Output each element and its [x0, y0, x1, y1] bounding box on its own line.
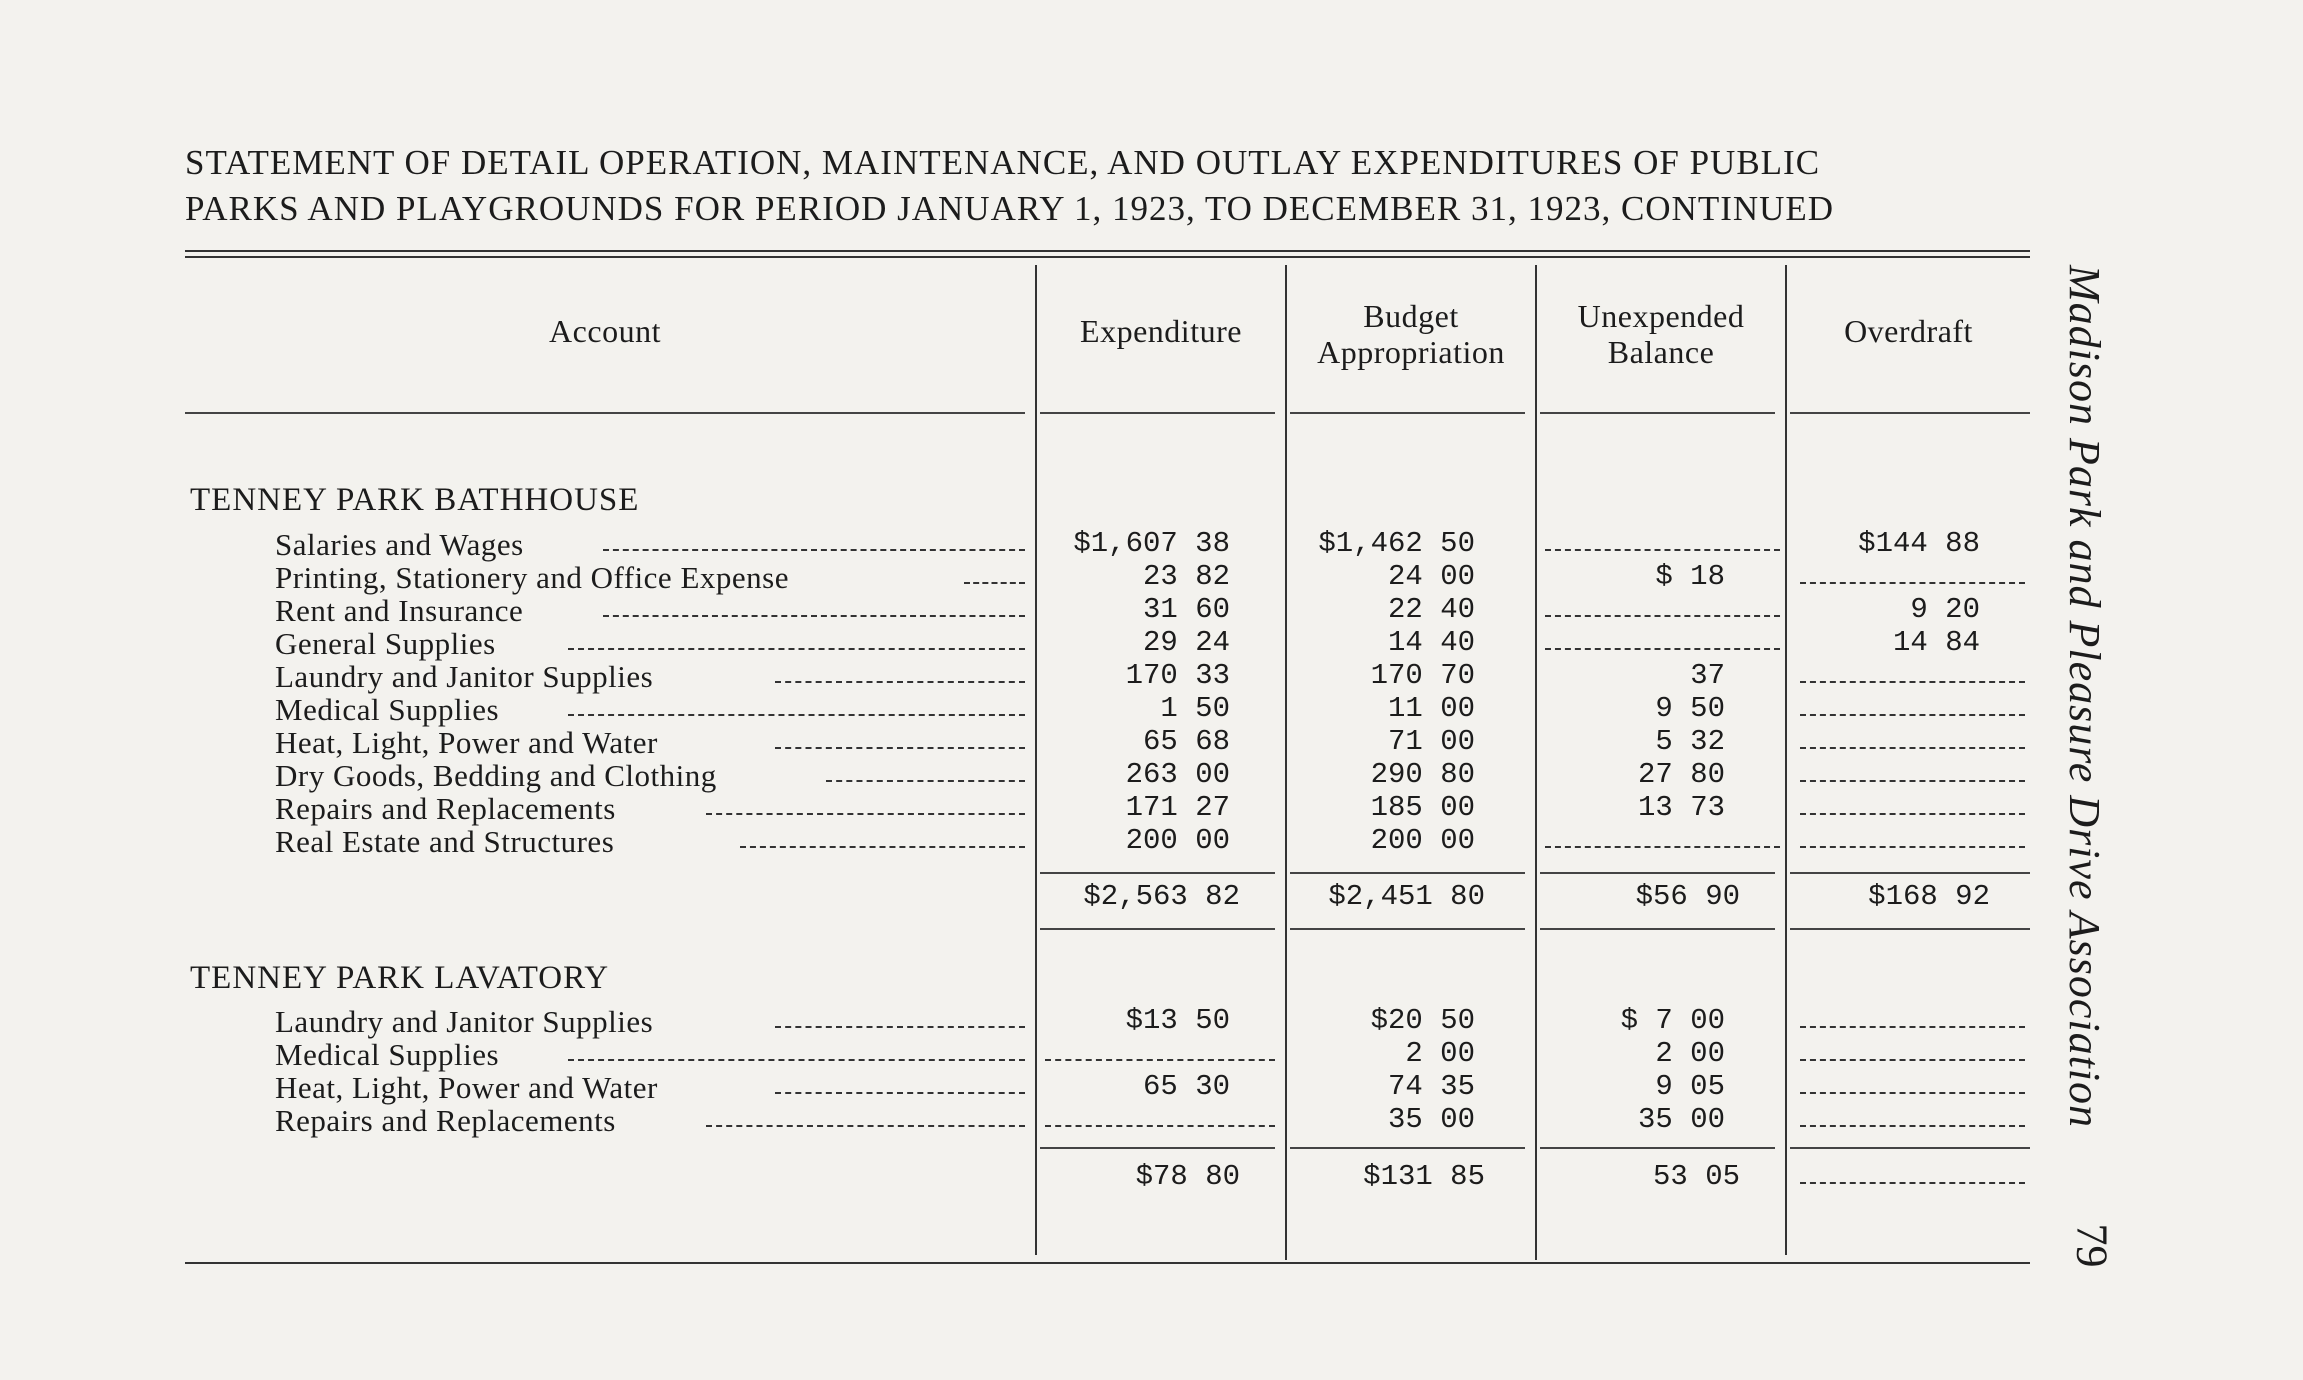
subtotal-rule	[1040, 1147, 1275, 1149]
overdraft-empty-cell	[1800, 846, 2025, 848]
overdraft-cell: 9 20	[1910, 593, 1980, 626]
subtotal-rule	[1290, 872, 1525, 874]
expenditure-cell: 171 27	[1125, 791, 1230, 824]
table-row	[0, 527, 2303, 560]
account-label: Printing, Stationery and Office Expense	[275, 560, 789, 595]
header-budget	[1287, 298, 1535, 370]
account-label: Dry Goods, Bedding and Clothing	[275, 758, 717, 793]
statement-title	[185, 140, 2035, 232]
title-line-1: STATEMENT OF DETAIL OPERATION, MAINTENANCE, AND OUTLAY EXPENDITURES OF PUBLIC	[185, 143, 1821, 182]
expenditure-cell: 31 60	[1142, 593, 1230, 626]
header-rule	[1290, 412, 1525, 414]
table-row	[0, 824, 2303, 857]
subtotal-rule	[1790, 872, 2030, 874]
table-row	[0, 791, 2303, 824]
table-row	[0, 560, 2303, 593]
budget-cell: 71 00	[1387, 725, 1475, 758]
overdraft-empty-cell	[1800, 1059, 2025, 1061]
overdraft-empty-cell	[1800, 714, 2025, 716]
subtotal-rule	[1790, 1147, 2030, 1149]
dot-leader	[603, 615, 1025, 617]
unexpended-cell: 9 50	[1655, 692, 1725, 725]
expenditure-cell: 1 50	[1160, 692, 1230, 725]
budget-cell: 74 35	[1387, 1070, 1475, 1103]
table-row	[0, 593, 2303, 626]
title-line-2: PARKS AND PLAYGROUNDS FOR PERIOD JANUARY 1, 1923, TO DECEMBER 31, 1923, CONTINUED	[185, 189, 1835, 228]
dot-leader	[706, 813, 1025, 815]
budget-cell: 170 70	[1370, 659, 1475, 692]
page-number: 79	[2067, 1223, 2117, 1268]
unexpended-cell: 35 00	[1637, 1103, 1725, 1136]
budget-cell: 11 00	[1387, 692, 1475, 725]
unexpended-cell: 5 32	[1655, 725, 1725, 758]
total-rule	[1040, 928, 1275, 930]
expenditure-cell: 65 30	[1142, 1070, 1230, 1103]
unexpended-empty-cell	[1545, 648, 1780, 650]
table-row	[0, 725, 2303, 758]
account-label: Rent and Insurance	[275, 593, 524, 628]
top-rule	[185, 250, 2030, 252]
budget-cell: 35 00	[1387, 1103, 1475, 1136]
header-budget-line1: Budget	[1363, 298, 1459, 334]
table-row	[0, 1070, 2303, 1103]
account-label: Laundry and Janitor Supplies	[275, 659, 654, 694]
overdraft-empty-cell	[1800, 1125, 2025, 1127]
total-unexpended: 53 05	[1652, 1160, 1740, 1193]
account-label: Medical Supplies	[275, 1037, 500, 1072]
running-head: Madison Park and Pleasure Drive Association	[2060, 265, 2109, 1129]
header-rule	[185, 412, 1025, 414]
header-budget-line2: Appropriation	[1317, 334, 1505, 370]
overdraft-empty-cell	[1800, 582, 2025, 584]
budget-cell: 22 40	[1387, 593, 1475, 626]
table-row	[0, 758, 2303, 791]
budget-cell: 2 00	[1405, 1037, 1475, 1070]
budget-cell: $1,462 50	[1318, 527, 1475, 560]
dot-leader	[568, 714, 1025, 716]
overdraft-cell: $144 88	[1858, 527, 1980, 560]
subtotal-rule	[1540, 1147, 1775, 1149]
budget-cell: 290 80	[1370, 758, 1475, 791]
total-budget: $2,451 80	[1328, 880, 1485, 913]
dot-leader	[740, 846, 1025, 848]
budget-cell: 24 00	[1387, 560, 1475, 593]
dot-leader	[775, 747, 1025, 749]
dot-leader	[775, 681, 1025, 683]
total-rule	[1790, 928, 2030, 930]
subtotal-rule	[1290, 1147, 1525, 1149]
unexpended-cell: 27 80	[1637, 758, 1725, 791]
table-row	[0, 626, 2303, 659]
header-unexpended-line2: Balance	[1607, 334, 1715, 370]
header-account: Account	[549, 313, 661, 349]
unexpended-cell: 9 05	[1655, 1070, 1725, 1103]
header-unexpended	[1537, 298, 1785, 370]
expenditure-cell: $1,607 38	[1073, 527, 1230, 560]
unexpended-cell: $ 7 00	[1620, 1004, 1725, 1037]
bottom-rule	[185, 1262, 2030, 1264]
total-rule	[1540, 928, 1775, 930]
header-overdraft: Overdraft	[1844, 313, 1973, 349]
unexpended-cell: 2 00	[1655, 1037, 1725, 1070]
table-row	[0, 659, 2303, 692]
unexpended-cell: 37	[1690, 659, 1725, 692]
dot-leader	[775, 1026, 1025, 1028]
expenditure-cell: 170 33	[1125, 659, 1230, 692]
header-rule	[1540, 412, 1775, 414]
total-unexpended: $56 90	[1635, 880, 1740, 913]
table-row	[0, 692, 2303, 725]
section-title-lavatory: TENNEY PARK LAVATORY	[190, 960, 610, 996]
budget-cell: 200 00	[1370, 824, 1475, 857]
total-overdraft-empty	[1800, 1182, 2025, 1184]
overdraft-empty-cell	[1800, 747, 2025, 749]
overdraft-empty-cell	[1800, 1026, 2025, 1028]
overdraft-empty-cell	[1800, 780, 2025, 782]
unexpended-empty-cell	[1545, 615, 1780, 617]
subtotal-rule	[1540, 872, 1775, 874]
expenditure-cell: 23 82	[1142, 560, 1230, 593]
top-rule-inner	[185, 256, 2030, 258]
expenditure-empty-cell	[1045, 1059, 1275, 1061]
total-overdraft: $168 92	[1868, 880, 1990, 913]
account-label: Repairs and Replacements	[275, 1103, 616, 1138]
budget-cell: $20 50	[1370, 1004, 1475, 1037]
account-label: Repairs and Replacements	[275, 791, 616, 826]
overdraft-empty-cell	[1800, 1092, 2025, 1094]
dot-leader	[706, 1125, 1025, 1127]
header-rule	[1790, 412, 2030, 414]
total-expenditure: $2,563 82	[1083, 880, 1240, 913]
expenditure-cell: 200 00	[1125, 824, 1230, 857]
dot-leader	[568, 648, 1025, 650]
account-label: Heat, Light, Power and Water	[275, 1070, 658, 1105]
dot-leader	[775, 1092, 1025, 1094]
account-label: Salaries and Wages	[275, 527, 524, 562]
section-title-bathhouse: TENNEY PARK BATHHOUSE	[190, 482, 640, 518]
dot-leader	[568, 1059, 1025, 1061]
expenditure-cell: $13 50	[1125, 1004, 1230, 1037]
account-label: General Supplies	[275, 626, 496, 661]
header-unexpended-line1: Unexpended	[1577, 298, 1745, 334]
table-row	[0, 1103, 2303, 1136]
expenditure-cell: 29 24	[1142, 626, 1230, 659]
unexpended-empty-cell	[1545, 846, 1780, 848]
overdraft-empty-cell	[1800, 813, 2025, 815]
expenditure-cell: 263 00	[1125, 758, 1230, 791]
subtotal-rule	[1040, 872, 1275, 874]
overdraft-empty-cell	[1800, 681, 2025, 683]
unexpended-cell: 13 73	[1637, 791, 1725, 824]
expenditure-cell: 65 68	[1142, 725, 1230, 758]
header-expenditure: Expenditure	[1080, 313, 1242, 349]
account-label: Laundry and Janitor Supplies	[275, 1004, 654, 1039]
total-budget: $131 85	[1363, 1160, 1485, 1193]
unexpended-empty-cell	[1545, 549, 1780, 551]
overdraft-cell: 14 84	[1892, 626, 1980, 659]
total-expenditure: $78 80	[1135, 1160, 1240, 1193]
budget-cell: 185 00	[1370, 791, 1475, 824]
table-row	[0, 1037, 2303, 1070]
table-row	[0, 1004, 2303, 1037]
budget-cell: 14 40	[1387, 626, 1475, 659]
account-label: Medical Supplies	[275, 692, 500, 727]
header-rule	[1040, 412, 1275, 414]
dot-leader	[826, 780, 1025, 782]
account-label: Real Estate and Structures	[275, 824, 615, 859]
dot-leader	[603, 549, 1025, 551]
expenditure-empty-cell	[1045, 1125, 1275, 1127]
unexpended-cell: $ 18	[1655, 560, 1725, 593]
total-rule	[1290, 928, 1525, 930]
account-label: Heat, Light, Power and Water	[275, 725, 658, 760]
dot-leader	[964, 582, 1025, 584]
